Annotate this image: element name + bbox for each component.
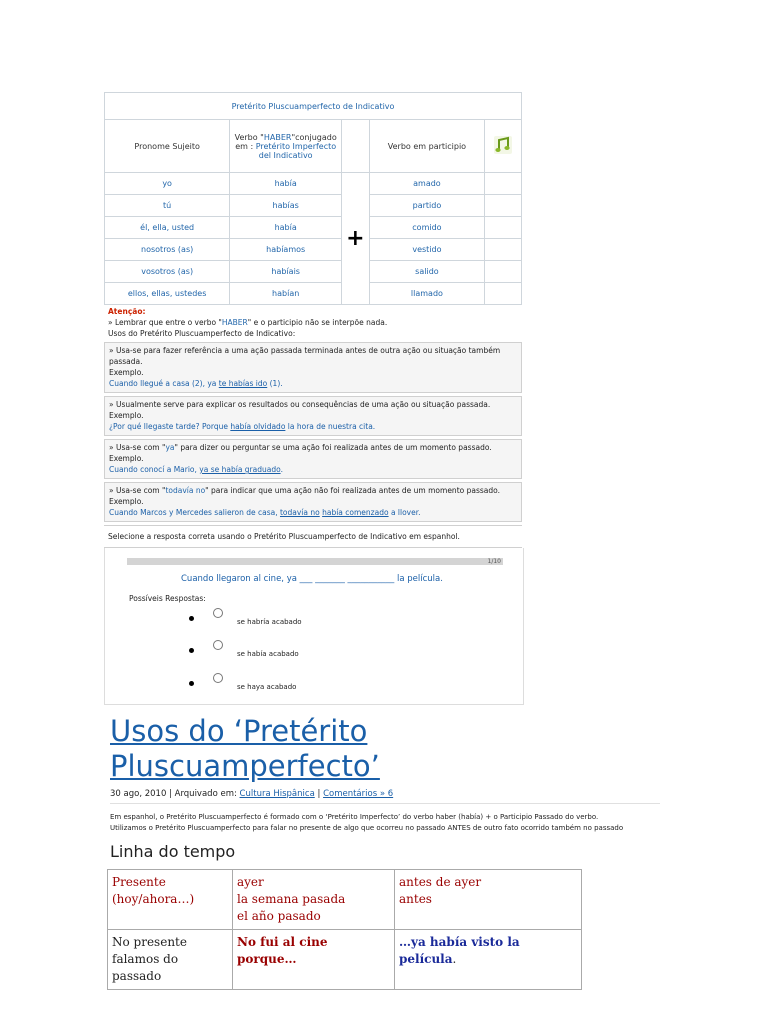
pronoun-cell: yo (105, 173, 230, 195)
timeline-cell (395, 930, 582, 990)
haber-cell: habíamos (230, 239, 342, 261)
participle-cell: amado (369, 173, 485, 195)
option-label[interactable]: se había acabado (237, 650, 299, 658)
participle-cell: salido (369, 261, 485, 283)
radio-button[interactable] (213, 608, 223, 618)
header-pronoun: Pronome Sujeito (105, 120, 230, 173)
article-intro (110, 812, 670, 834)
example-label: Exemplo. (109, 454, 144, 463)
empty-cell (485, 261, 522, 283)
haber-cell: habíais (230, 261, 342, 283)
timeline-text: No fui al cine porque… (237, 935, 328, 966)
timeline-text: antes (399, 892, 432, 906)
pronoun-cell: tú (105, 195, 230, 217)
pronoun-cell: ellos, ellas, ustedes (105, 283, 230, 305)
header-participle: Verbo em participio (369, 120, 485, 173)
timeline-cell (395, 870, 582, 930)
quiz-instruction: Selecione a resposta correta usando o Pretérito Pluscuamperfecto de Indicativo em espanhol. (104, 525, 522, 548)
example-link[interactable]: todavía no (279, 508, 320, 517)
timeline-text: falamos do (112, 952, 179, 966)
usage-box-4 (104, 482, 522, 522)
timeline-text: antes de ayer (399, 875, 482, 889)
example-link[interactable]: había olvidado (230, 422, 286, 431)
example-text: . (280, 465, 283, 474)
usage-pre: » Usa-se com " (109, 486, 166, 495)
participle-cell: vestido (369, 239, 485, 261)
radio-button[interactable] (213, 640, 223, 650)
usos-heading: Usos do Pretérito Pluscuamperfecto de Indicativo: (108, 329, 296, 338)
option-label[interactable]: se haya acabado (237, 683, 297, 691)
header-verb-mid: "conjugado em : (235, 132, 337, 151)
participle-cell: llamado (369, 283, 485, 305)
haber-cell: había (230, 217, 342, 239)
timeline-text: Presente (112, 875, 166, 889)
timeline-text: …ya había visto la película (399, 935, 520, 966)
example-line (109, 464, 517, 475)
haber-cell: habías (230, 195, 342, 217)
empty-cell (485, 195, 522, 217)
example-text: la hora de nuestra cita. (285, 422, 376, 431)
header-plus-cell (342, 120, 369, 173)
table-title: Pretérito Pluscuamperfecto de Indicativo (105, 93, 522, 120)
participle-cell: comido (369, 217, 485, 239)
timeline-text: ayer (237, 875, 264, 889)
musical-note-icon[interactable] (493, 135, 513, 155)
quiz-answers-label: Possíveis Respostas: (129, 594, 206, 603)
header-verb-haber: HABER (263, 132, 292, 142)
haber-cell: había (230, 173, 342, 195)
timeline-text: (hoy/ahora…) (112, 892, 195, 906)
reminder-haber: HABER (221, 318, 248, 327)
usage-post: " para indicar que uma ação não foi realizada antes de um momento passado. (205, 486, 500, 495)
example-text: Cuando Marcos y Mercedes salieron de casa, (109, 508, 280, 517)
divider (110, 803, 660, 804)
pronoun-cell: él, ella, usted (105, 217, 230, 239)
timeline-cell (233, 930, 395, 990)
grammar-block (104, 92, 522, 705)
usage-text (109, 485, 517, 496)
pronoun-cell: vosotros (as) (105, 261, 230, 283)
category-link[interactable]: Cultura Hispânica (239, 789, 315, 799)
haber-cell: habían (230, 283, 342, 305)
header-verb (230, 120, 342, 173)
notes-section (104, 306, 522, 548)
example-text: Cuando llegué a casa (2), ya (109, 379, 219, 388)
example-text: ¿Por qué llegaste tarde? Porque (109, 422, 231, 431)
timeline-cell (233, 870, 395, 930)
example-text: a llover. (388, 508, 421, 517)
timeline-text: No presente (112, 935, 187, 949)
usage-box-1 (104, 342, 522, 393)
empty-cell (485, 173, 522, 195)
empty-cell (485, 239, 522, 261)
example-label: Exemplo. (109, 497, 144, 506)
option-label[interactable]: se habría acabado (237, 618, 302, 626)
reminder-line (104, 317, 522, 328)
usage-box-3 (104, 439, 522, 479)
bullet-icon (189, 681, 194, 686)
attention-label: Atenção: (108, 307, 146, 316)
example-label: Exemplo. (109, 368, 144, 377)
header-verb-tense: Pretérito Imperfecto del Indicativo (255, 141, 337, 160)
timeline-text: . (452, 952, 457, 966)
example-link[interactable]: ya se había graduado (199, 465, 281, 474)
article-title[interactable]: Usos do ‘Pretérito Pluscuamperfecto’ (110, 714, 380, 783)
example-line (109, 421, 517, 432)
bullet-icon (189, 648, 194, 653)
usage-keyword: ya (165, 443, 175, 452)
usage-pre: » Usa-se com " (109, 443, 166, 452)
timeline-text: la semana pasada (237, 892, 346, 906)
example-line (109, 378, 517, 389)
radio-button[interactable] (213, 673, 223, 683)
example-link[interactable]: había comenzado (322, 508, 389, 517)
article-meta (110, 789, 393, 799)
example-link[interactable]: te habías ido (218, 379, 268, 388)
timeline-heading: Linha do tempo (110, 842, 236, 861)
quiz-panel (104, 548, 524, 705)
conjugation-table (104, 92, 522, 305)
reminder-post: " e o participio não se interpõe nada. (247, 318, 388, 327)
empty-cell (485, 217, 522, 239)
timeline-cell (108, 870, 233, 930)
intro-line: Em espanhol, o Pretérito Pluscuamperfecto é formado com o ‘Pretérito Imperfecto’ do verbo haber (había) + o Participio Passado do verbo. (110, 813, 599, 821)
meta-separator: | (314, 789, 324, 799)
usage-box-2 (104, 396, 522, 436)
timeline-text: passado (112, 969, 162, 983)
music-cell[interactable] (485, 120, 522, 173)
example-label: Exemplo. (109, 411, 144, 420)
timeline-table (107, 869, 582, 990)
meta-date: 30 ago, 2010 | Arquivado em: (110, 789, 240, 799)
pronoun-cell: nosotros (as) (105, 239, 230, 261)
timeline-cell (108, 930, 233, 990)
participle-cell: partido (369, 195, 485, 217)
plus-sign: + (342, 173, 369, 305)
reminder-pre: » Lembrar que entre o verbo " (108, 318, 222, 327)
usage-post: " para dizer ou perguntar se uma ação foi realizada antes de um momento passado. (174, 443, 492, 452)
usage-text: » Usualmente serve para explicar os resultados ou consequências de uma ação ou situação passada. (109, 400, 491, 409)
bullet-icon (189, 616, 194, 621)
quiz-question: Cuando llegaron al cine, ya ___ _______ ___________ la película. (181, 574, 443, 584)
usage-keyword: todavía no (165, 486, 206, 495)
usage-text: » Usa-se para fazer referência a uma ação passada terminada antes de outra ação ou situação também passada. (109, 346, 501, 366)
example-line (109, 507, 517, 518)
example-text: Cuando conocí a Mario, (109, 465, 200, 474)
example-text: (1). (267, 379, 283, 388)
usage-text (109, 442, 517, 453)
quiz-progress-bar: 1/10 (127, 558, 503, 565)
header-verb-pre: Verbo " (234, 132, 264, 142)
comments-link[interactable]: Comentários » 6 (323, 789, 394, 799)
intro-line: Utilizamos o Pretérito Pluscuamperfecto para falar no presente de algo que ocorreu no passado ANTES de outro fato ocorrido também no passado (110, 824, 624, 832)
timeline-text: el año pasado (237, 909, 321, 923)
empty-cell (485, 283, 522, 305)
